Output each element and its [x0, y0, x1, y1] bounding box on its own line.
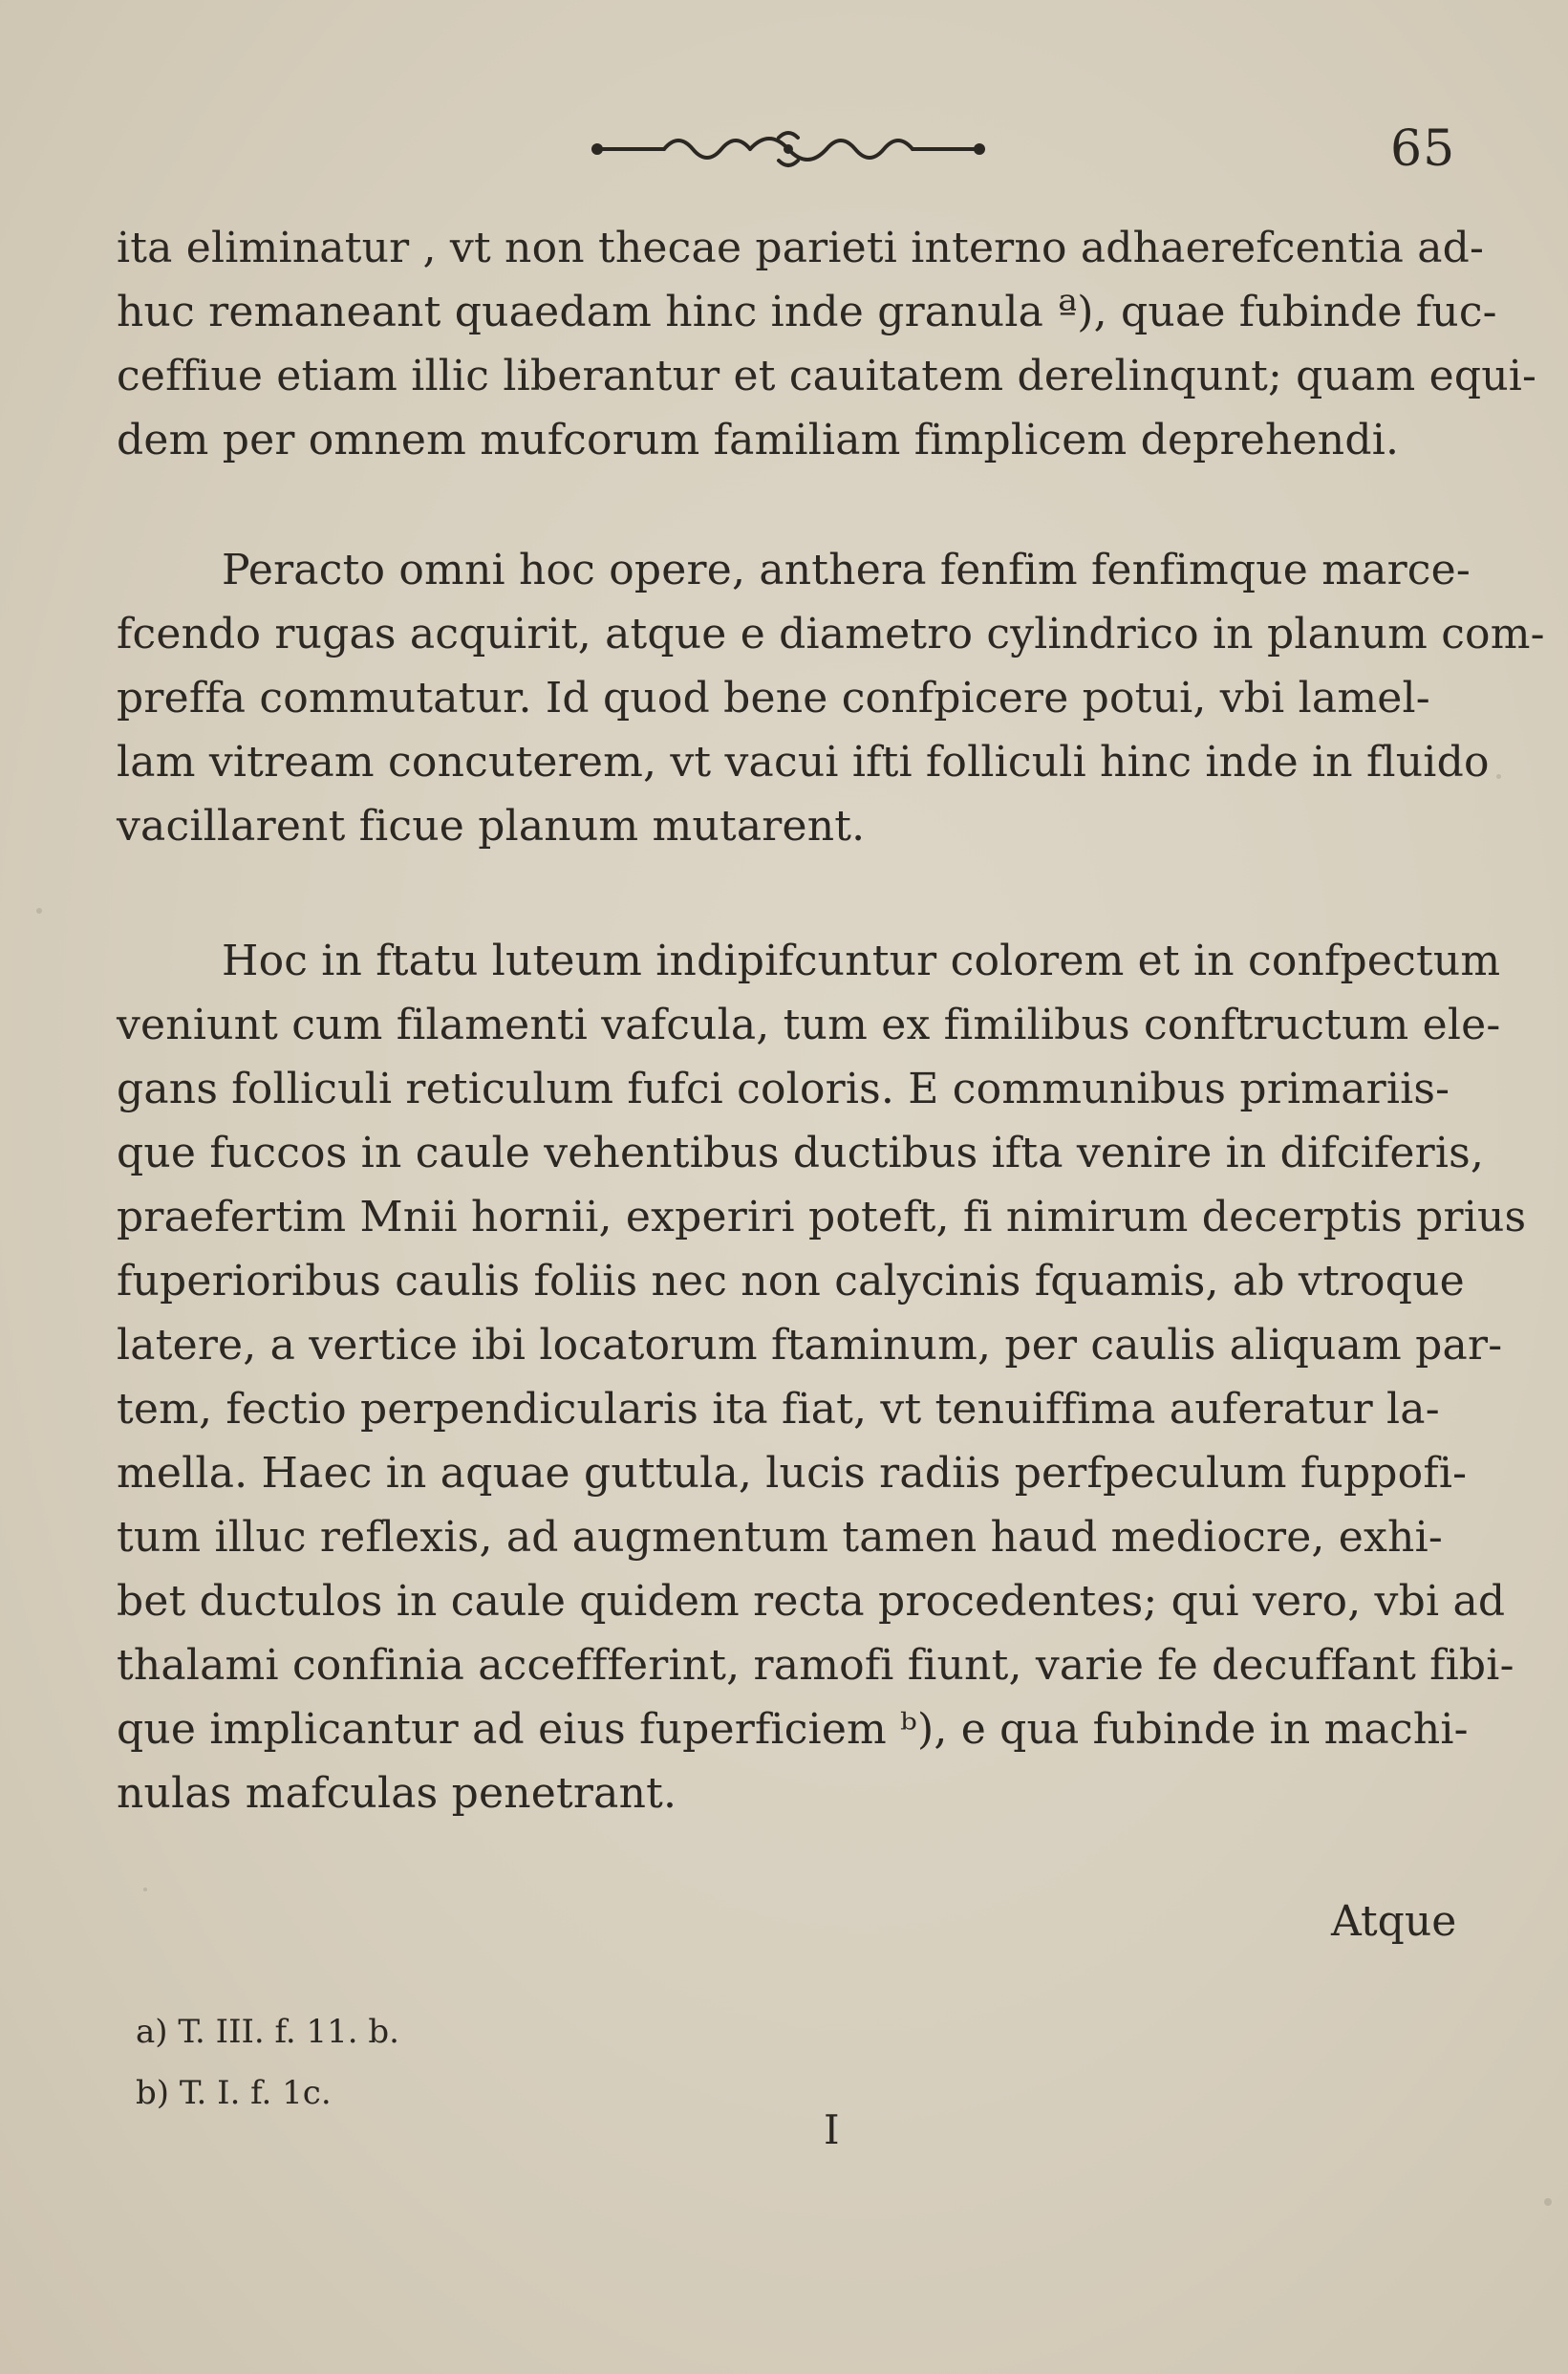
text-line: veniunt cum filamenti vafcula, tum ex fimilibus conftructum ele-	[117, 1001, 1501, 1049]
paper-speck	[1544, 2198, 1552, 2206]
footnote-b: b) T. I. f. 1c.	[136, 2074, 332, 2112]
text-line: praefertim Mnii hornii, experiri poteft, fi nimirum decerptis prius	[117, 1193, 1527, 1241]
text-line: lam vitream concuterem, vt vacui ifti folliculi hinc inde in fluido	[117, 738, 1490, 787]
signature-mark: I	[824, 2106, 840, 2153]
text-line: fuperioribus caulis foliis nec non calycinis fquamis, ab vtroque	[117, 1257, 1465, 1306]
text-line: huc remaneant quaedam hinc inde granula ª), quae fubinde fuc-	[117, 288, 1497, 336]
text-line: vacillarent ficue planum mutarent.	[117, 802, 866, 851]
text-line: bet ductulos in caule quidem recta procedentes; qui vero, vbi ad	[117, 1577, 1506, 1626]
text-line: Hoc in ftatu luteum indipifcuntur colorem et in confpectum	[222, 937, 1501, 985]
text-line: tum illuc reflexis, ad augmentum tamen haud mediocre, exhi-	[117, 1513, 1443, 1562]
text-line: preffa commutatur. Id quod bene confpicere potui, vbi lamel-	[117, 674, 1430, 723]
text-line: nulas mafculas penetrant.	[117, 1769, 677, 1818]
head-ornament-icon	[588, 124, 989, 172]
text-line: latere, a vertice ibi locatorum ftaminum, per caulis aliquam par-	[117, 1321, 1503, 1370]
page-number: 65	[1390, 120, 1456, 178]
text-line: mella. Haec in aquae guttula, lucis radiis perfpeculum fuppofi-	[117, 1449, 1468, 1498]
footnote-a: a) T. III. f. 11. b.	[136, 2013, 399, 2051]
text-line: fcendo rugas acquirit, atque e diametro cylindrico in planum com-	[117, 610, 1545, 658]
text-line: dem per omnem mufcorum familiam fimplicem deprehendi.	[117, 416, 1400, 464]
text-line: que implicantur ad eius fuperficiem ᵇ), e qua fubinde in machi-	[117, 1705, 1469, 1754]
paper-speck	[36, 908, 42, 914]
text-line: tem, fectio perpendicularis ita fiat, vt tenuiffima auferatur la-	[117, 1385, 1440, 1434]
text-line: ceffiue etiam illic liberantur et cauitatem derelinqunt; quam equi-	[117, 352, 1537, 400]
text-line: thalami confinia acceffferint, ramofi fiunt, varie fe decuffant fibi-	[117, 1641, 1514, 1690]
paper-speck	[1496, 774, 1501, 779]
text-line: que fuccos in caule vehentibus ductibus ifta venire in difciferis,	[117, 1129, 1485, 1177]
text-line: Peracto omni hoc opere, anthera fenfim fenfimque marce-	[222, 546, 1471, 594]
paper-speck	[143, 1888, 147, 1891]
text-line: gans folliculi reticulum fufci coloris. E communibus primariis-	[117, 1065, 1450, 1113]
text-line: ita eliminatur , vt non thecae parieti interno adhaerefcentia ad-	[117, 224, 1485, 272]
catchword: Atque	[1331, 1897, 1457, 1946]
